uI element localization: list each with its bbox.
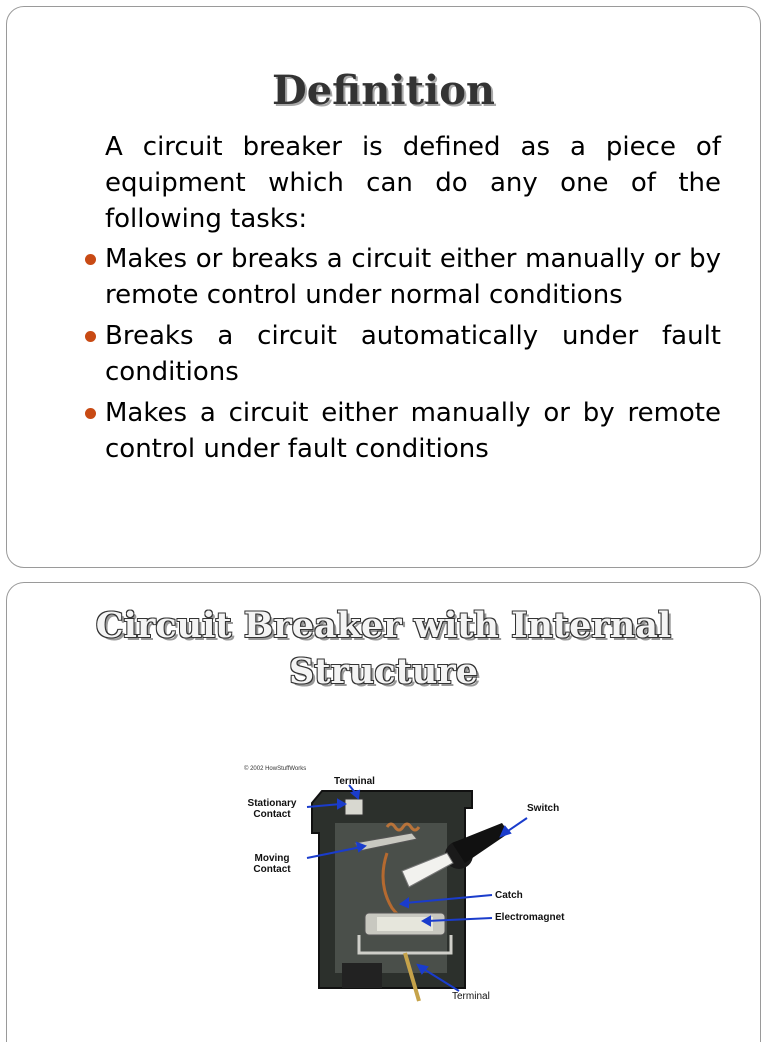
slide-title: Definition — [272, 67, 495, 114]
slide-internal-structure — [6, 582, 761, 1042]
label-switch: Switch — [527, 803, 560, 814]
label-terminal-bottom: Terminal — [452, 991, 490, 1002]
label-moving-contact: Moving Contact — [253, 853, 291, 875]
intro-paragraph: A circuit breaker is defined as a piece of equipment which can do any one of the following tasks: — [105, 132, 721, 234]
slide-definition — [6, 6, 761, 568]
bullet-icon — [85, 331, 96, 342]
label-terminal-top: Terminal — [334, 776, 375, 787]
label-stationary-contact: Stationary Contact — [247, 798, 297, 820]
slide-title: Circuit Breaker with Internal Structure — [95, 605, 672, 692]
list-item: Makes or breaks a circuit either manually or by remote control under normal conditions — [77, 241, 721, 313]
label-catch: Catch — [495, 890, 523, 901]
bullet-icon — [85, 254, 96, 265]
bullet-icon — [85, 408, 96, 419]
label-electromagnet: Electromagnet — [495, 912, 565, 923]
bullet-list — [77, 241, 721, 472]
list-item: Breaks a circuit automatically under fault conditions — [77, 318, 721, 390]
circuit-breaker-diagram — [237, 763, 577, 1003]
copyright-text: © 2002 HowStuffWorks — [244, 766, 307, 772]
list-item: Makes a circuit either manually or by remote control under fault conditions — [77, 395, 721, 467]
